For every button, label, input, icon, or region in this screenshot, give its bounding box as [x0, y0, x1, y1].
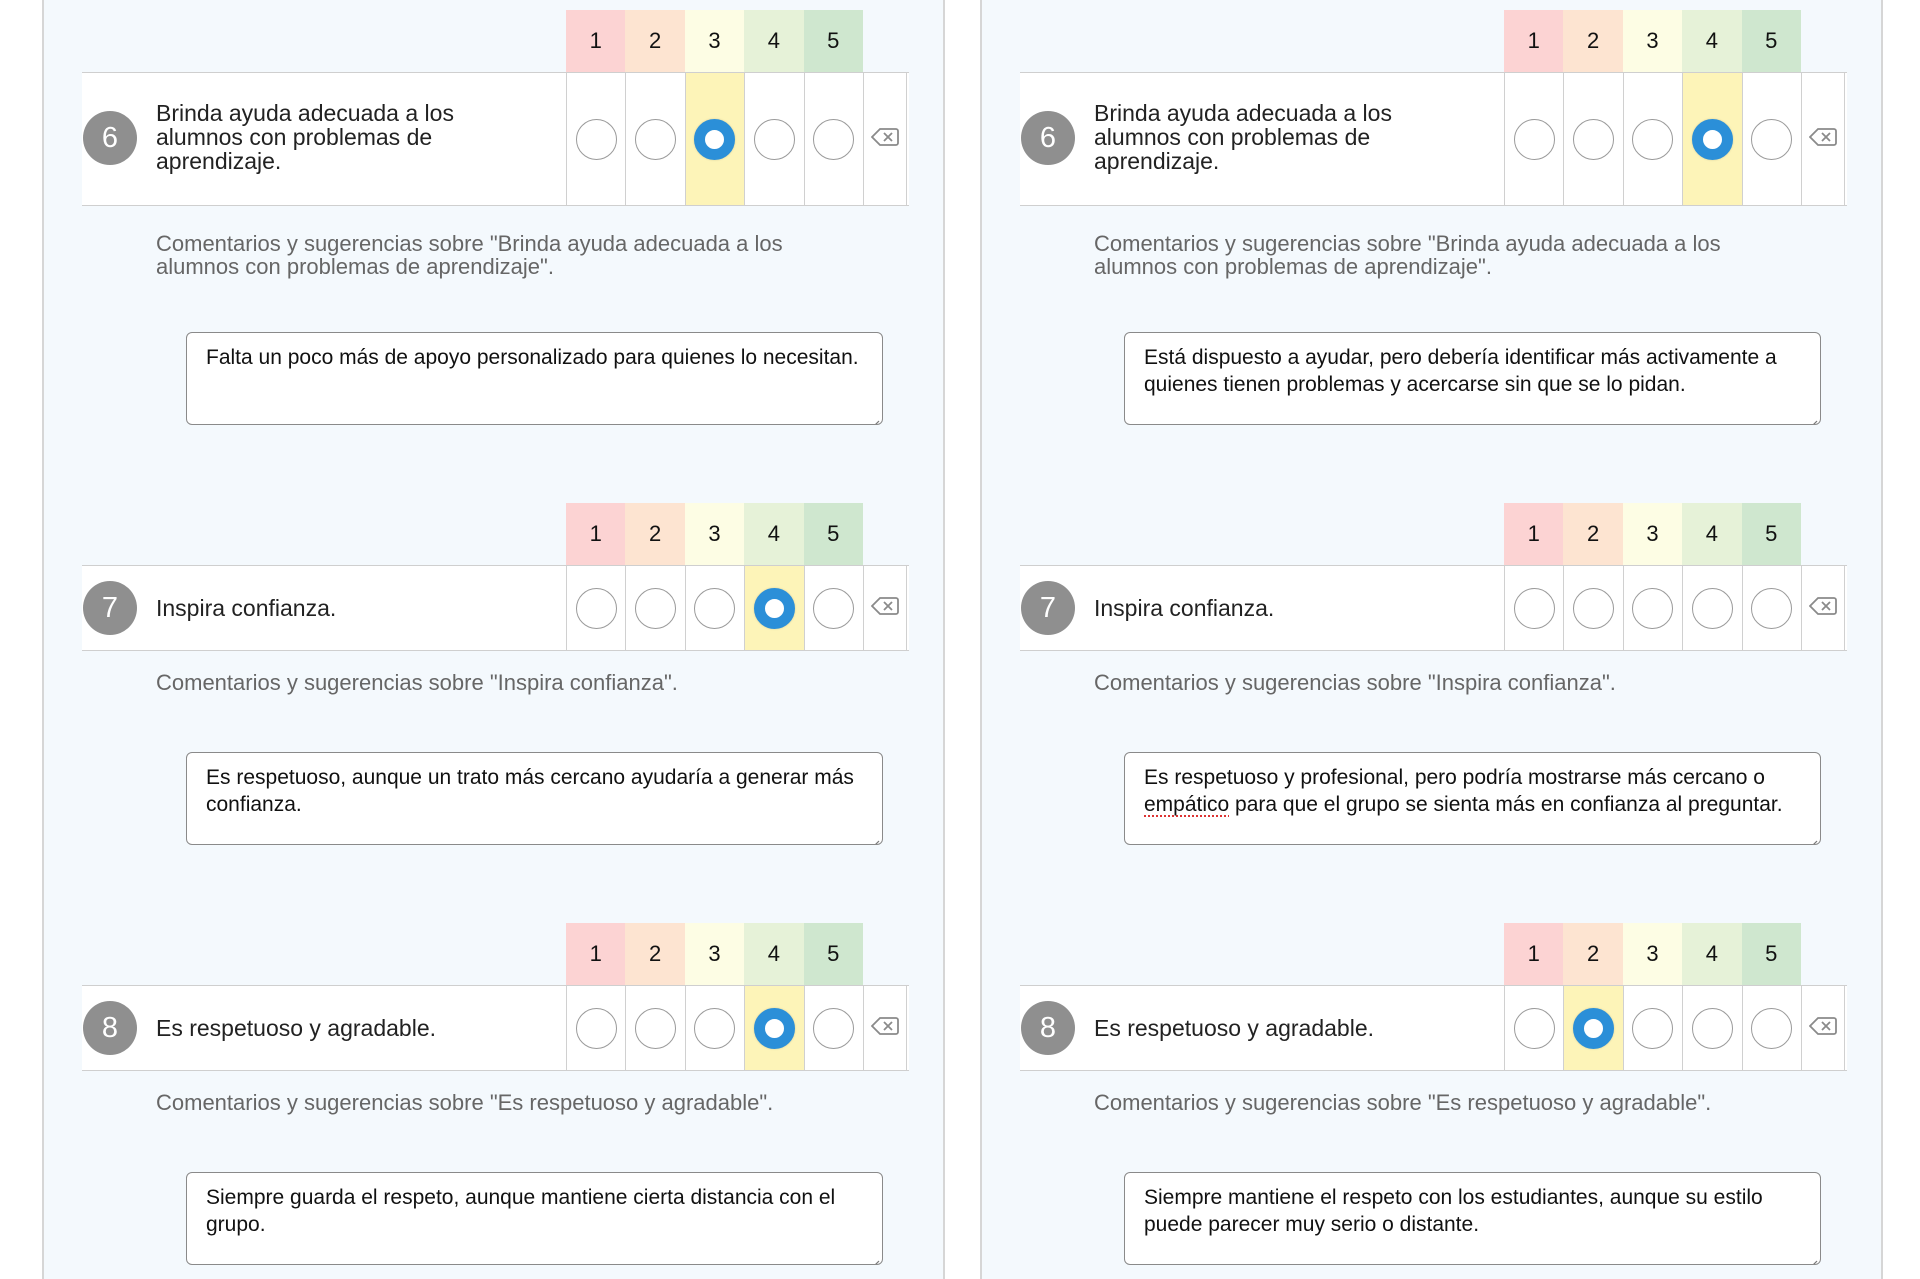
question-text: Inspira confianza. — [156, 595, 337, 621]
scale-label-2: 2 — [1563, 503, 1622, 565]
resize-handle-icon[interactable] — [1806, 830, 1818, 842]
scale-label-5: 5 — [804, 10, 863, 72]
rating-cell-3[interactable] — [1624, 986, 1683, 1070]
rating-radio-2[interactable] — [1573, 1008, 1614, 1049]
rating-cell-3[interactable] — [1624, 566, 1683, 650]
scale-header — [1504, 503, 1801, 565]
rating-cell-4[interactable] — [1683, 73, 1742, 205]
rating-radio-2[interactable] — [1573, 119, 1614, 160]
scale-label-4: 4 — [744, 923, 803, 985]
resize-handle-icon[interactable] — [868, 830, 880, 842]
question-text: Brinda ayuda adecuada a los alumnos con problemas de aprendizaje. — [1094, 100, 1392, 174]
question-block — [982, 503, 1881, 923]
scale-header — [566, 10, 863, 72]
rating-radio-3[interactable] — [694, 588, 735, 629]
rating-cell-1[interactable] — [1505, 73, 1564, 205]
scale-label-3: 3 — [685, 503, 744, 565]
scale-label-1: 1 — [566, 503, 625, 565]
backspace-clear-icon[interactable] — [871, 596, 899, 621]
rating-cell-2[interactable] — [1564, 566, 1623, 650]
backspace-clear-icon[interactable] — [871, 127, 899, 152]
scale-label-1: 1 — [566, 10, 625, 72]
page-background-left — [0, 0, 42, 1279]
clear-rating-button[interactable] — [1802, 986, 1845, 1070]
question-row — [1020, 72, 1847, 206]
question-number-badge: 8 — [1021, 1001, 1075, 1055]
rating-options — [566, 566, 907, 650]
scale-label-4: 4 — [744, 503, 803, 565]
rating-radio-1[interactable] — [1514, 119, 1555, 160]
question-number-badge: 7 — [83, 581, 137, 635]
comment-text: Está dispuesto a ayudar, pero debería identificar más activamente a quienes tienen problemas y acercarse sin que se lo pidan. — [1144, 346, 1777, 396]
question-number-badge: 6 — [1021, 111, 1075, 165]
question-text: Inspira confianza. — [1094, 595, 1275, 621]
rating-radio-1[interactable] — [1514, 1008, 1555, 1049]
question-number-badge: 6 — [83, 111, 137, 165]
rating-cell-4[interactable] — [1683, 566, 1742, 650]
rating-cell-5[interactable] — [805, 566, 864, 650]
survey-panel-left — [42, 0, 945, 1279]
comment-text: Es respetuoso y profesional, pero podría mostrarse más cercano o empático para que el grupo se sienta más en confianza al preguntar. — [1144, 766, 1783, 816]
comment-textarea[interactable] — [186, 1172, 883, 1265]
question-text: Es respetuoso y agradable. — [156, 1015, 437, 1041]
scale-header — [1504, 923, 1801, 985]
rating-cell-1[interactable] — [567, 986, 626, 1070]
comment-textarea[interactable] — [1124, 332, 1821, 425]
rating-options — [1504, 566, 1845, 650]
rating-radio-2[interactable] — [635, 588, 676, 629]
comment-text: Siempre mantiene el respeto con los estudiantes, aunque su estilo puede parecer muy serio o distante. — [1144, 1186, 1763, 1236]
rating-cell-2[interactable] — [626, 566, 685, 650]
scale-label-4: 4 — [1682, 923, 1741, 985]
rating-cell-2[interactable] — [1564, 73, 1623, 205]
comment-textarea[interactable] — [186, 332, 883, 425]
rating-radio-5[interactable] — [813, 588, 854, 629]
scale-header — [566, 503, 863, 565]
rating-radio-5[interactable] — [813, 119, 854, 160]
scale-label-4: 4 — [744, 10, 803, 72]
comment-label: Comentarios y sugerencias sobre "Inspira confianza". — [1094, 670, 1616, 695]
clear-rating-button[interactable] — [1802, 73, 1845, 205]
clear-rating-button[interactable] — [1802, 566, 1845, 650]
rating-radio-3[interactable] — [1632, 119, 1673, 160]
rating-radio-2[interactable] — [1573, 588, 1614, 629]
scale-label-5: 5 — [1742, 10, 1801, 72]
rating-cell-2[interactable] — [626, 73, 685, 205]
clear-rating-button[interactable] — [864, 566, 907, 650]
scale-label-2: 2 — [1563, 10, 1622, 72]
rating-radio-3[interactable] — [1632, 1008, 1673, 1049]
rating-radio-3[interactable] — [1632, 588, 1673, 629]
rating-cell-1[interactable] — [1505, 566, 1564, 650]
rating-options — [1504, 986, 1845, 1070]
scale-label-2: 2 — [625, 923, 684, 985]
comment-label: Comentarios y sugerencias sobre "Es respetuoso y agradable". — [156, 1090, 774, 1115]
backspace-clear-icon[interactable] — [871, 1016, 899, 1041]
rating-radio-1[interactable] — [576, 588, 617, 629]
survey-panel-right — [980, 0, 1883, 1279]
rating-radio-3[interactable] — [694, 1008, 735, 1049]
rating-radio-1[interactable] — [576, 119, 617, 160]
comment-textarea[interactable] — [186, 752, 883, 845]
rating-cell-1[interactable] — [567, 73, 626, 205]
question-row — [1020, 985, 1847, 1071]
resize-handle-icon[interactable] — [1806, 1250, 1818, 1262]
scale-header — [566, 923, 863, 985]
page-background-right — [1883, 0, 1920, 1279]
comment-label: Comentarios y sugerencias sobre "Es respetuoso y agradable". — [1094, 1090, 1712, 1115]
rating-radio-5[interactable] — [813, 1008, 854, 1049]
rating-cell-5[interactable] — [1743, 986, 1802, 1070]
question-block — [44, 10, 943, 430]
question-row — [82, 72, 909, 206]
rating-cell-3[interactable] — [686, 986, 745, 1070]
scale-label-1: 1 — [1504, 10, 1563, 72]
rating-radio-1[interactable] — [576, 1008, 617, 1049]
page-background-middle — [945, 0, 980, 1279]
scale-label-3: 3 — [685, 923, 744, 985]
clear-rating-button[interactable] — [864, 73, 907, 205]
scale-label-4: 4 — [1682, 10, 1741, 72]
backspace-clear-icon[interactable] — [1809, 596, 1837, 621]
question-text: Es respetuoso y agradable. — [1094, 1015, 1375, 1041]
backspace-clear-icon[interactable] — [1809, 1016, 1837, 1041]
question-text: Brinda ayuda adecuada a los alumnos con problemas de aprendizaje. — [156, 100, 454, 174]
rating-options — [1504, 73, 1845, 205]
rating-radio-4[interactable] — [754, 119, 795, 160]
rating-options — [566, 986, 907, 1070]
rating-cell-5[interactable] — [1743, 566, 1802, 650]
question-block — [44, 923, 943, 1279]
rating-radio-4[interactable] — [1692, 1008, 1733, 1049]
scale-label-3: 3 — [1623, 10, 1682, 72]
rating-radio-2[interactable] — [635, 119, 676, 160]
backspace-clear-icon[interactable] — [1809, 127, 1837, 152]
rating-radio-1[interactable] — [1514, 588, 1555, 629]
rating-cell-4[interactable] — [745, 566, 804, 650]
scale-label-3: 3 — [685, 10, 744, 72]
comment-label: Comentarios y sugerencias sobre "Brinda ayuda adecuada a los alumnos con problemas de aprendizaje". — [156, 231, 783, 279]
question-row — [82, 565, 909, 651]
rating-radio-2[interactable] — [635, 1008, 676, 1049]
scale-label-4: 4 — [1682, 503, 1741, 565]
rating-cell-2[interactable] — [626, 986, 685, 1070]
rating-cell-1[interactable] — [1505, 986, 1564, 1070]
scale-header — [1504, 10, 1801, 72]
question-number-badge: 7 — [1021, 581, 1075, 635]
scale-label-1: 1 — [1504, 923, 1563, 985]
rating-cell-1[interactable] — [567, 566, 626, 650]
comment-label: Comentarios y sugerencias sobre "Inspira confianza". — [156, 670, 678, 695]
rating-cell-4[interactable] — [745, 73, 804, 205]
scale-label-2: 2 — [1563, 923, 1622, 985]
rating-radio-4[interactable] — [754, 588, 795, 629]
rating-cell-3[interactable] — [686, 73, 745, 205]
scale-label-1: 1 — [566, 923, 625, 985]
rating-radio-4[interactable] — [754, 1008, 795, 1049]
scale-label-3: 3 — [1623, 503, 1682, 565]
question-row — [82, 985, 909, 1071]
rating-radio-5[interactable] — [1751, 588, 1792, 629]
rating-cell-2[interactable] — [1564, 986, 1623, 1070]
resize-handle-icon[interactable] — [868, 1250, 880, 1262]
rating-cell-3[interactable] — [686, 566, 745, 650]
comment-text: Siempre guarda el respeto, aunque mantiene cierta distancia con el grupo. — [206, 1186, 836, 1236]
comment-textarea[interactable] — [1124, 1172, 1821, 1265]
question-block — [982, 923, 1881, 1279]
rating-radio-5[interactable] — [1751, 1008, 1792, 1049]
rating-cell-3[interactable] — [1624, 73, 1683, 205]
scale-label-2: 2 — [625, 503, 684, 565]
rating-radio-4[interactable] — [1692, 588, 1733, 629]
resize-handle-icon[interactable] — [1806, 410, 1818, 422]
rating-cell-4[interactable] — [1683, 986, 1742, 1070]
scale-label-5: 5 — [1742, 923, 1801, 985]
rating-cell-5[interactable] — [1743, 73, 1802, 205]
question-block — [982, 10, 1881, 430]
clear-rating-button[interactable] — [864, 986, 907, 1070]
scale-label-5: 5 — [804, 503, 863, 565]
rating-radio-3[interactable] — [694, 119, 735, 160]
scale-label-2: 2 — [625, 10, 684, 72]
scale-label-5: 5 — [804, 923, 863, 985]
question-number-badge: 8 — [83, 1001, 137, 1055]
comment-textarea[interactable] — [1124, 752, 1821, 845]
scale-label-3: 3 — [1623, 923, 1682, 985]
scale-label-1: 1 — [1504, 503, 1563, 565]
comment-label: Comentarios y sugerencias sobre "Brinda ayuda adecuada a los alumnos con problemas de aprendizaje". — [1094, 231, 1721, 279]
question-block — [44, 503, 943, 923]
resize-handle-icon[interactable] — [868, 410, 880, 422]
rating-options — [566, 73, 907, 205]
comment-text: Falta un poco más de apoyo personalizado para quienes lo necesitan. — [206, 346, 859, 369]
comment-text: Es respetuoso, aunque un trato más cercano ayudaría a generar más confianza. — [206, 766, 854, 816]
rating-radio-4[interactable] — [1692, 119, 1733, 160]
spellcheck-word: empático — [1144, 793, 1230, 816]
rating-radio-5[interactable] — [1751, 119, 1792, 160]
rating-cell-5[interactable] — [805, 73, 864, 205]
scale-label-5: 5 — [1742, 503, 1801, 565]
rating-cell-5[interactable] — [805, 986, 864, 1070]
rating-cell-4[interactable] — [745, 986, 804, 1070]
question-row — [1020, 565, 1847, 651]
